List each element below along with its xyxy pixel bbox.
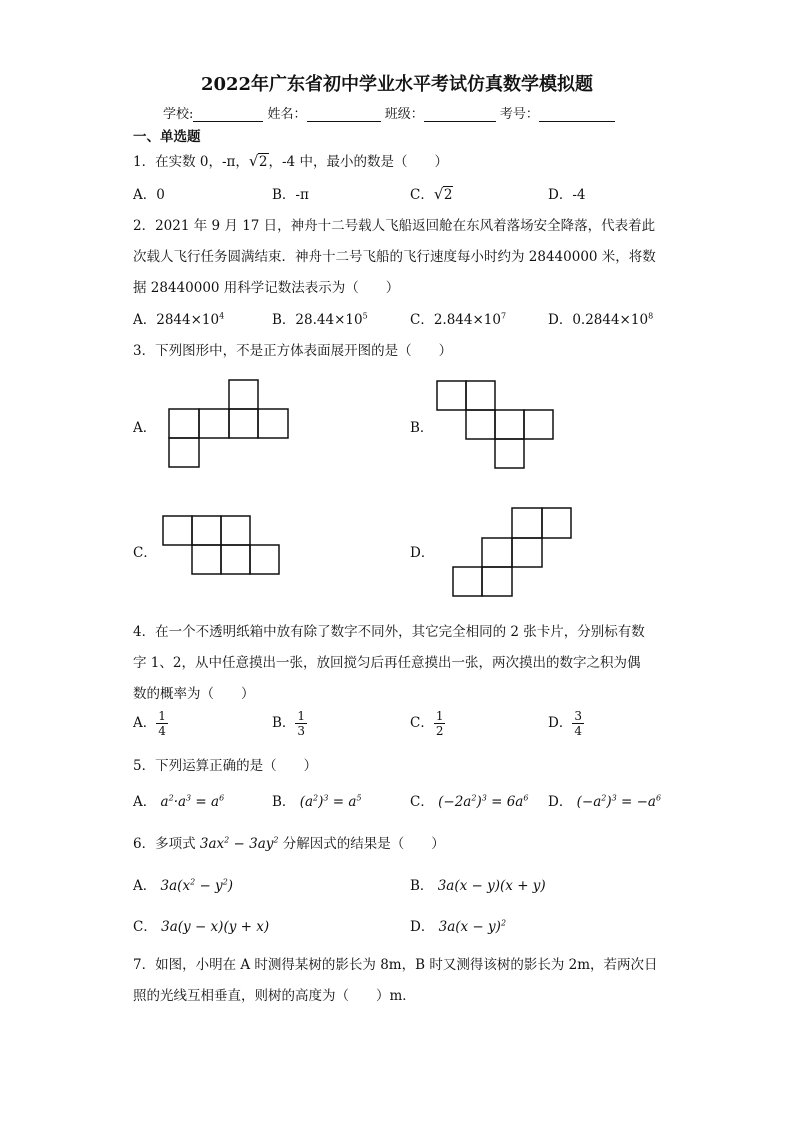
q6-option-c-math: 3a(y − x)(y + x) xyxy=(156,919,270,935)
net-a-square xyxy=(229,409,258,438)
net-c-square xyxy=(192,545,221,574)
net-b-square xyxy=(466,410,495,439)
q2-option-d-exponent: 8 xyxy=(648,311,654,321)
net-a-square xyxy=(258,409,288,438)
q5-option-a xyxy=(133,790,224,810)
net-d-square xyxy=(482,538,512,567)
q4-option-a-label: A． xyxy=(133,715,157,731)
q6-option-b-math: 3a(x − y)(x + y) xyxy=(433,878,546,894)
cube-net-c xyxy=(162,515,282,577)
q6-text-b: 分解因式的结果是（ ） xyxy=(278,836,445,852)
net-d-square xyxy=(512,538,542,567)
q2-option-b-exponent: 5 xyxy=(362,311,368,321)
q4-option-b xyxy=(272,709,307,738)
question-1-stem xyxy=(133,150,448,170)
radical-sign-icon: √ xyxy=(248,152,259,170)
q5-option-c-label: C． xyxy=(410,794,434,810)
cube-net-a xyxy=(168,379,290,469)
denominator: 2 xyxy=(435,724,444,738)
q5-option-b xyxy=(272,790,362,810)
question-7-line-2: 照的光线互相垂直，则树的高度为（ ）m． xyxy=(133,988,416,1004)
question-4-line-2: 字 1、2，从中任意摸出一张，放回搅匀后再任意摸出一张，两次摸出的数字之积为偶 xyxy=(133,655,641,671)
q1-text-b: ，-4 中，最小的数是（ ） xyxy=(268,154,448,170)
q4-option-a xyxy=(133,709,168,738)
q2-option-d xyxy=(548,308,653,328)
q4-option-d-label: D． xyxy=(548,715,573,731)
net-b-square xyxy=(437,381,466,410)
school-blank xyxy=(193,107,263,122)
numerator: 1 xyxy=(158,709,166,723)
fraction xyxy=(572,709,584,738)
denominator: 4 xyxy=(158,724,166,738)
sqrt-radicand: 2 xyxy=(258,154,268,170)
q3-option-c-label: C． xyxy=(133,545,157,561)
q1-option-c xyxy=(410,183,453,203)
q1-option-c-label: C． xyxy=(410,187,434,203)
q6-option-b-label: B． xyxy=(410,878,434,894)
class-blank xyxy=(424,107,496,122)
radical-sign-icon: √ xyxy=(433,185,444,203)
question-4-line-3: 数的概率为（ ） xyxy=(133,686,255,702)
q1-option-a: A．0 xyxy=(133,187,165,203)
net-b-square xyxy=(466,381,495,410)
q1-option-c-sqrt xyxy=(434,187,454,203)
q6-polynomial: $3ax^2 - 3ay^2$ xyxy=(199,835,279,852)
net-d-square xyxy=(453,567,482,596)
q1-option-d: D．-4 xyxy=(548,187,586,203)
q1-option-b: B．-π xyxy=(272,187,309,203)
q6-option-d xyxy=(410,915,506,935)
net-a-square xyxy=(199,409,229,438)
q5-option-d-math: $(-a^2)^3 = -a^6$ xyxy=(572,793,662,810)
q5-option-d xyxy=(548,790,661,810)
net-d-square xyxy=(542,508,571,538)
class-label: 班级： xyxy=(384,107,424,122)
net-c-square xyxy=(221,516,250,545)
q4-option-c-label: C． xyxy=(410,715,434,731)
q6-text-a: 6．多项式 xyxy=(133,836,200,852)
question-5-stem: 5．下列运算正确的是（ ） xyxy=(133,758,318,774)
fraction xyxy=(295,709,307,738)
numerator: 3 xyxy=(574,709,582,723)
cube-net-b xyxy=(436,380,556,470)
q5-option-d-label: D． xyxy=(548,794,573,810)
q4-option-b-label: B． xyxy=(272,715,296,731)
section-heading: 一、单选题 xyxy=(133,129,201,145)
q6-option-b xyxy=(410,874,546,894)
q2-option-a-exponent: 4 xyxy=(219,311,225,321)
denominator: 4 xyxy=(574,724,582,738)
q3-option-b-label: B． xyxy=(410,420,434,436)
net-c-square xyxy=(221,545,250,574)
question-3-stem: 3．下列图形中，不是正方体表面展开图的是（ ） xyxy=(133,343,453,359)
sqrt-expression xyxy=(249,154,269,170)
net-b-square xyxy=(495,439,524,468)
q6-option-d-label: D． xyxy=(410,919,435,935)
denominator: 3 xyxy=(297,724,306,738)
q4-option-c xyxy=(410,709,445,738)
q6-option-a-math: $3a(x^2 - y^2)$ xyxy=(156,877,234,894)
net-d-square xyxy=(482,567,512,596)
q5-option-b-math: $(a^2)^3 = a^5$ xyxy=(295,793,362,810)
q6-option-d-math: $3a(x - y)^2$ xyxy=(434,918,507,935)
cube-net-d xyxy=(452,507,574,599)
q5-option-b-label: B． xyxy=(272,794,296,810)
q6-option-a-label: A． xyxy=(133,878,157,894)
numerator: 1 xyxy=(297,709,306,723)
fraction xyxy=(156,709,168,738)
fraction xyxy=(434,709,446,738)
net-b-square xyxy=(524,410,553,439)
q5-option-c-math: $(-2a^2)^3 = 6a^6$ xyxy=(433,793,529,810)
net-d-square xyxy=(512,508,542,538)
question-4-line-1: 4．在一个不透明纸箱中放有除了数字不同外，其它完全相同的 2 张卡片，分别标有数 xyxy=(133,624,645,640)
q2-option-b xyxy=(272,308,368,328)
q6-option-c xyxy=(133,915,269,935)
q2-option-a-base: A．2844×10 xyxy=(133,312,220,328)
page-title: 2022年广东省初中学业水平考试仿真数学模拟题 xyxy=(200,74,594,95)
q3-option-d-label: D． xyxy=(410,545,435,561)
number-label: 考号： xyxy=(499,107,539,122)
q4-option-d xyxy=(548,709,584,738)
q2-option-d-base: D．0.2844×10 xyxy=(548,312,649,328)
school-label: 学校: xyxy=(163,107,194,122)
q1-text-a: 1．在实数 0，-π， xyxy=(133,154,249,170)
question-2-line-3: 据 28440000 用科学记数法表示为（ ） xyxy=(133,280,400,296)
net-c-square xyxy=(192,516,221,545)
name-label: 姓名： xyxy=(267,107,307,122)
question-6-stem xyxy=(133,832,445,852)
q2-option-c xyxy=(410,308,506,328)
question-2-line-2: 次载人飞行任务圆满结束．神舟十二号飞船的飞行速度每小时约为 28440000 米，将数 xyxy=(133,249,656,265)
q1-option-c-radicand: 2 xyxy=(443,187,453,203)
student-info-line xyxy=(163,103,615,122)
net-a-square xyxy=(169,438,199,467)
q2-option-c-exponent: 7 xyxy=(500,311,507,321)
q5-option-a-math: $a^2\cdot a^3 = a^6$ xyxy=(156,793,225,810)
numerator: 1 xyxy=(435,709,444,723)
q5-option-c xyxy=(410,790,528,810)
net-b-square xyxy=(495,410,524,439)
net-c-square xyxy=(250,545,279,574)
net-a-square xyxy=(229,380,258,409)
net-c-square xyxy=(163,516,192,545)
question-2-line-1: 2．2021 年 9 月 17 日，神舟十二号载人飞船返回舱在东风着落场安全降落，代表着此 xyxy=(133,218,656,234)
q2-option-c-base: C．2.844×10 xyxy=(410,312,501,328)
q2-option-b-base: B．28.44×10 xyxy=(272,312,363,328)
name-blank xyxy=(307,107,381,122)
q3-option-a-label: A． xyxy=(133,420,157,436)
q6-option-c-label: C． xyxy=(133,919,157,935)
q5-option-a-label: A． xyxy=(133,794,157,810)
question-7-line-1: 7．如图，小明在 A 时测得某树的影长为 8m，B 时又测得该树的影长为 2m，若两次日 xyxy=(133,957,658,973)
q6-option-a xyxy=(133,874,233,894)
q2-option-a xyxy=(133,308,224,328)
net-a-square xyxy=(169,409,199,438)
number-blank xyxy=(539,107,615,122)
